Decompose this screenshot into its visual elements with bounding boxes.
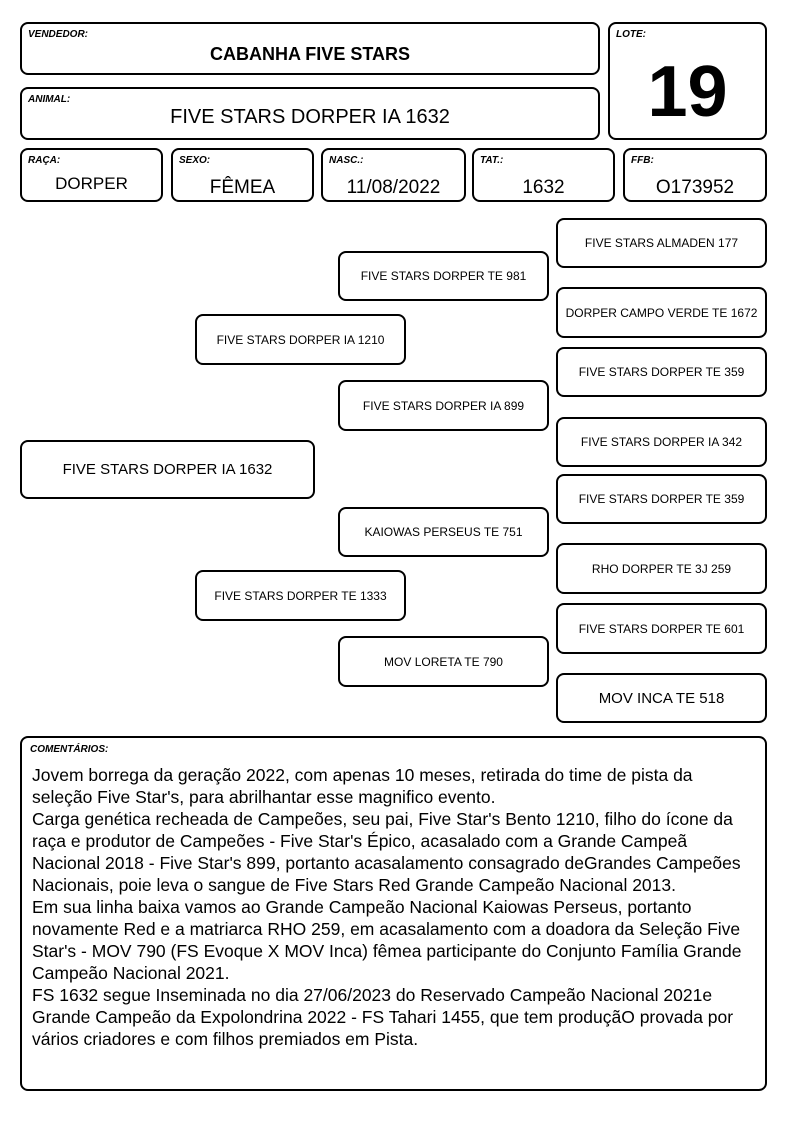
pedigree-sire-sire: FIVE STARS DORPER TE 981 [338, 251, 549, 301]
comment-paragraph: FS 1632 segue Inseminada no dia 27/06/2023 do Reservado Campeão Nacional 2021e Grande Campeão da Expolondrina 2022 - FS Tahari 1455, que tem produçãO provada por vários criadores e com filhos premiados em Pista. [32, 985, 734, 1049]
nasc-value: 11/08/2022 [346, 177, 441, 198]
comment-paragraph: Jovem borrega da geração 2022, com apenas 10 meses, retirada do time de pista da seleção Five Star's, para abrilhantar esse magnifico evento. [32, 765, 693, 807]
raca-box [20, 148, 163, 202]
animal-label: ANIMAL: [28, 94, 71, 105]
pedigree-ggp: FIVE STARS DORPER TE 601 [556, 603, 767, 654]
pedigree-ggp: FIVE STARS DORPER IA 342 [556, 417, 767, 467]
pedigree-ggp: FIVE STARS DORPER TE 359 [556, 474, 767, 524]
nasc-label: NASC.: [329, 155, 364, 166]
tat-box [472, 148, 615, 202]
sexo-label: SEXO: [179, 155, 211, 166]
pedigree-dam: FIVE STARS DORPER TE 1333 [195, 570, 406, 621]
vendedor-value: CABANHA FIVE STARS [209, 44, 410, 64]
animal-value: FIVE STARS DORPER IA 1632 [170, 106, 450, 128]
pedigree-ggp: DORPER CAMPO VERDE TE 1672 [556, 287, 767, 338]
vendedor-label: VENDEDOR: [28, 29, 89, 40]
comments-box [20, 736, 767, 1091]
pedigree-dam-sire: KAIOWAS PERSEUS TE 751 [338, 507, 549, 557]
pedigree-sire-dam: FIVE STARS DORPER IA 899 [338, 380, 549, 431]
animal-box [20, 87, 600, 140]
ffb-box [623, 148, 767, 202]
pedigree-ggp: FIVE STARS ALMADEN 177 [556, 218, 767, 268]
ffb-value: O173952 [655, 177, 735, 198]
lote-value: 19 [647, 52, 728, 132]
tat-label: TAT.: [480, 155, 504, 166]
pedigree-animal: FIVE STARS DORPER IA 1632 [20, 440, 315, 499]
pedigree-dam-dam: MOV LORETA TE 790 [338, 636, 549, 687]
ffb-label: FFB: [631, 155, 654, 166]
comment-paragraph: Em sua linha baixa vamos ao Grande Campeão Nacional Kaiowas Perseus, portanto novamente Red e a matriarca RHO 259, em acasalamento com a doadora da Seleção Five Star's - MOV 790 (FS Evoque X MOV Inca) fêmea participante do Conjunto Família Grande Campeão Nacional 2021. [32, 897, 742, 983]
comments-text [32, 764, 757, 1050]
pedigree-ggp: FIVE STARS DORPER TE 359 [556, 347, 767, 397]
vendedor-box [20, 22, 600, 75]
comment-paragraph: Carga genética recheada de Campeões, seu pai, Five Star's Bento 1210, filho do ícone da raça e produtor de Campeões - Five Star's Épico, acasalado com a Grande Campeã Nacional 2018 - Five Star's 899, portanto acasalamento consagrado deGrandes Campeões Nacionais, poie leva o sangue de Five Stars Red Grande Campeão Nacional 2013. [32, 809, 741, 895]
raca-label: RAÇA: [28, 155, 61, 166]
pedigree-ggp: MOV INCA TE 518 [556, 673, 767, 723]
lote-box [608, 22, 767, 140]
comments-label: COMENTÁRIOS: [30, 744, 109, 755]
pedigree-sire: FIVE STARS DORPER IA 1210 [195, 314, 406, 365]
lote-label: LOTE: [616, 29, 646, 40]
tat-value: 1632 [522, 177, 565, 198]
nasc-box [321, 148, 466, 202]
pedigree-ggp: RHO DORPER TE 3J 259 [556, 543, 767, 594]
raca-value: DORPER [55, 174, 128, 193]
sexo-box [171, 148, 314, 202]
sexo-value: FÊMEA [209, 177, 276, 198]
